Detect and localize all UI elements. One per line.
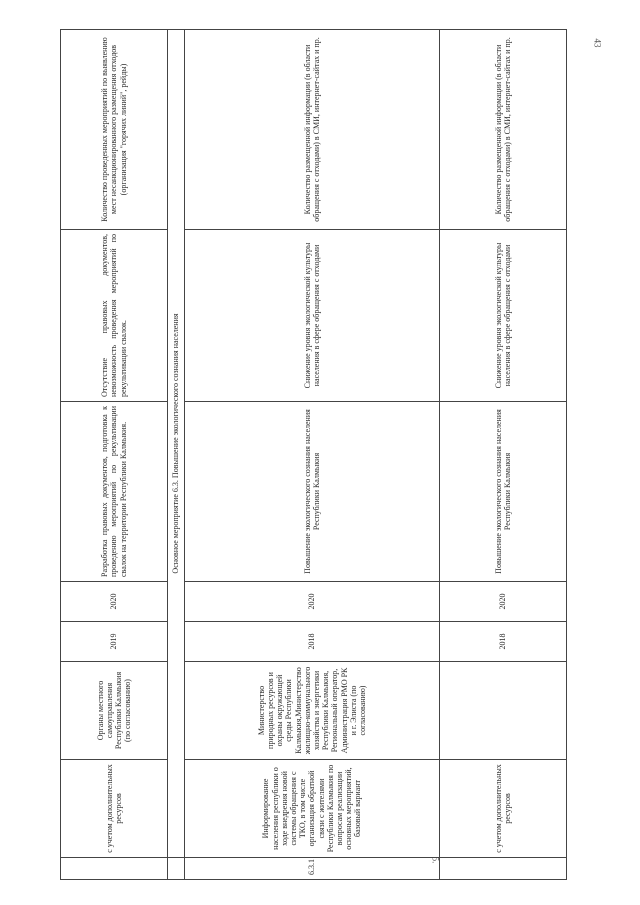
table-row	[185, 30, 440, 880]
rotated-table-wrapper	[60, 30, 580, 880]
number-cell	[168, 858, 185, 880]
start-year-cell: 2018	[440, 622, 567, 662]
result-cell: Разработка правовых документов, подготовка к проведению мероприятий по рекультивации свалок на территории Республики Калмыкия.	[61, 402, 168, 582]
executor-cell	[440, 662, 567, 760]
consequence-cell: Снижение уровня экологической культуры населения в сфере обращения с отходами	[185, 230, 440, 402]
measures-table	[60, 29, 567, 880]
executor-cell: Министерство природных ресурсов и охраны окружающей среды Республики Калмыкия,Министерство жилищно-коммунального хозяйства и энергетики Республики Калмыкия, Региональный оператор, Администрация РМО РК и г. Элиста (по согласованию)	[185, 662, 440, 760]
number-cell	[440, 858, 567, 880]
result-cell: Повышение экологического сознания населения Республики Калмыкия	[440, 402, 567, 582]
indicator-link-cell: Количество проведенных мероприятий по выявлению мест несанкционированного размещения отходов (организация "горячих линий", рейды)	[61, 30, 168, 230]
corner-mark: 5.	[430, 856, 441, 864]
indicator-link-cell: Количество размещенной информации (в области обращения с отходами) в СМИ, интернет-сайтах и пр.	[185, 30, 440, 230]
number-cell: 6.3.1	[185, 858, 440, 880]
section-subheader: Основное мероприятие 6.3. Повышение экологического сознания населения	[168, 30, 185, 858]
table-row	[440, 30, 567, 880]
start-year-cell: 2019	[61, 622, 168, 662]
executor-cell: Органы местного самоуправления Республики Калмыкия (по согласованию)	[61, 662, 168, 760]
table-row	[168, 30, 185, 880]
measure-name-cell: с учетом дополнительных ресурсов	[440, 760, 567, 858]
measure-name-cell: Информирование населения республики о ходе внедрения новой системы обращения с ТКО, в том числе организация обратной связи с жителями Республики Калмыкия по вопросам реализации основных мероприятий, базовый вариант	[185, 760, 440, 858]
consequence-cell: Снижение уровня экологической культуры населения в сфере обращения с отходами	[440, 230, 567, 402]
start-year-cell: 2018	[185, 622, 440, 662]
indicator-link-cell: Количество размещенной информации (в области обращения с отходами) в СМИ, интернет-сайтах и пр.	[440, 30, 567, 230]
end-year-cell: 2020	[185, 582, 440, 622]
page-number: 43	[592, 38, 603, 48]
number-cell	[61, 858, 168, 880]
indicator-cell: с учетом дополнительных ресурсов	[61, 760, 168, 858]
result-cell: Повышение экологического сознания населения Республики Калмыкия	[185, 402, 440, 582]
document-sheet	[60, 30, 580, 880]
consequence-cell: Отсутствие правовых документов, невозможность проведения мероприятий по рекультивации свалок.	[61, 230, 168, 402]
end-year-cell: 2020	[440, 582, 567, 622]
table-row	[61, 30, 168, 880]
end-year-cell: 2020	[61, 582, 168, 622]
